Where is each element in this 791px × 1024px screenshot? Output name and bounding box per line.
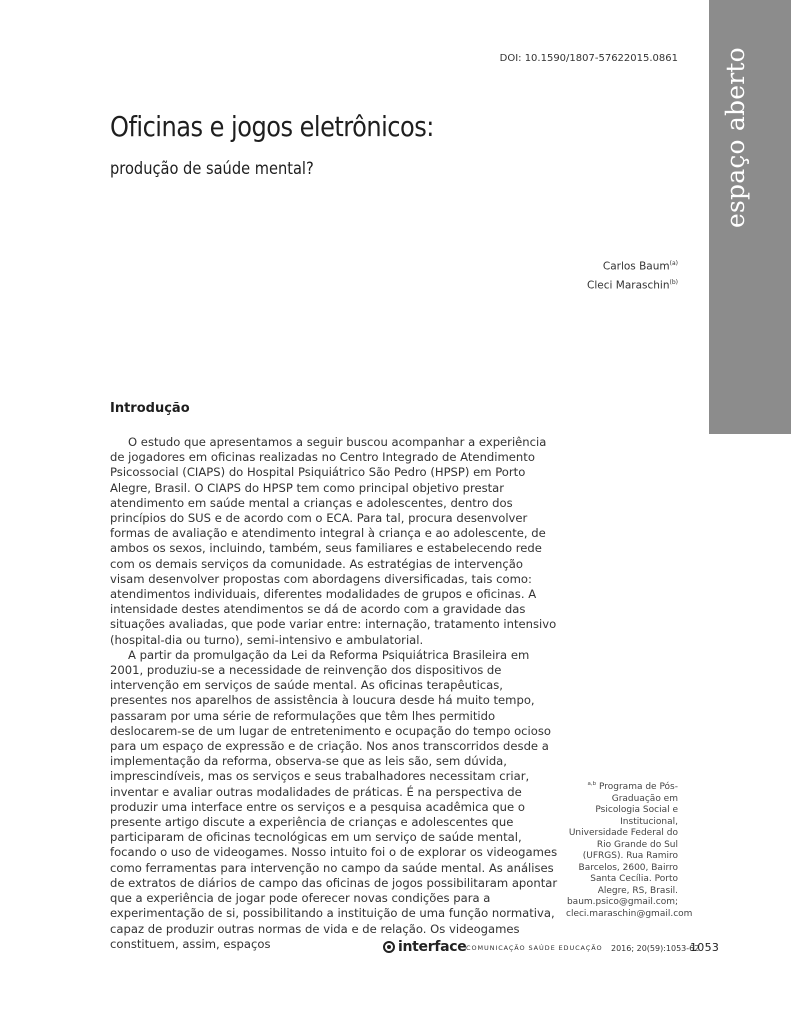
author-entry: [587, 275, 678, 294]
interface-logo-icon: [383, 941, 395, 953]
body-paragraph: O estudo que apresentamos a seguir buscou acompanhar a experiência de jogadores em oficinas realizadas no Centro Integrado de Atendimento Psicossocial (CIAPS) do Hospital Psiquiátrico São Pedro (HPSP) em Porto Alegre, Brasil. O CIAPS do HPSP tem como principal objetivo prestar atendimento em saúde mental a crianças e adolescentes, dentro dos princípios do SUS e de acordo com o ECA. Para tal, procura desenvolver formas de avaliação e atendimento integral à criança e ao adolescente, de ambos os sexos, incluindo, também, seus familiares e estabelecendo rede com os demais serviços da comunidade. As estratégias de intervenção visam desenvolver propostas com abordagens diversificadas, tais como: atendimentos individuais, diferentes modalidades de grupos e oficinas. A intensidade destes atendimentos se dá de acordo com a gravidade das situações avaliadas, que pode variar entre: internação, tratamento intensivo (hospital-dia ou turno), semi-intensivo e ambulatorial.: [110, 435, 557, 647]
article-body: [110, 435, 560, 952]
author-name: Cleci Maraschin: [587, 279, 670, 291]
section-tab: [709, 0, 791, 434]
citation: 2016; 20(59):1053-62: [611, 944, 700, 953]
journal-subtitle: COMUNICAÇÃO SAÚDE EDUCAÇÃO: [466, 944, 603, 952]
author-name: Carlos Baum: [602, 260, 670, 273]
article-subtitle: produção de saúde mental?: [110, 159, 314, 179]
logo-wordmark: interface: [398, 939, 467, 955]
author-mark: (a): [669, 260, 678, 267]
journal-logo: [383, 939, 467, 955]
affiliation-note: [566, 779, 693, 920]
doi-line[interactable]: DOI: 10.1590/1807-57622015.0861: [499, 53, 678, 64]
body-paragraph: A partir da promulgação da Lei da Reforma Psiquiátrica Brasileira em 2001, produziu-se a necessidade de reinvenção dos dispositivos de intervenção em serviços de saúde mental. As oficinas terapêuticas, presentes nos aparelhos de assistência à loucura desde há muito tempo, passaram por uma série de reformulações que têm lhes permitido deslocarem-se de um lugar de entretenimento e ocupação do tempo ocioso para um espaço de expressão e de criação. Nos anos transcorridos desde a implementação da reforma, observa-se que as leis são, sem dúvida, imprescindíveis, mas os serviços e seus trabalhadores necessitam criar, inventar e avaliar outras modalidades de práticas. É na perspectiva de produzir uma interface entre os serviços e a pesquisa acadêmica que o presente artigo discute a experiência de crianças e adolescentes que participaram de oficinas tecnológicas em um serviço de saúde mental, focando o uso de videogames. Nosso intuito foi o de explorar os videogames como ferramentas para intervenção no campo da saúde mental. As análises de extratos de diários de campo das oficinas de jogos possibilitaram apontar que a experiência de jogar pode oferecer novas condições para a experimentação de si, possibilitando a instituição de uma função normativa, capaz de produzir outras normas de vida e de relação. Os videogames constituem, assim, espaços: [110, 647, 558, 951]
affiliation-text: Programa de Pós-Graduação em Psicologia Social e Institucional, Universidade Federal do Rio Grande do Sul (UFRGS). Rua Ramiro Barcelos, 2600, Bairro Santa Cecília. Porto Alegre, RS, Brasil. baum.psico@gmail.com; cleci.maraschin@gmail.com: [566, 782, 693, 919]
section-heading: Introdução: [110, 401, 190, 416]
page-number: 1053: [690, 941, 720, 954]
article-title: Oficinas e jogos eletrônicos:: [110, 110, 434, 143]
author-entry: [587, 256, 678, 275]
author-list: [587, 256, 678, 293]
author-mark: (b): [669, 278, 678, 286]
affiliation-mark: a,b: [587, 781, 597, 787]
section-tab-label: espaço aberto: [721, 47, 750, 228]
